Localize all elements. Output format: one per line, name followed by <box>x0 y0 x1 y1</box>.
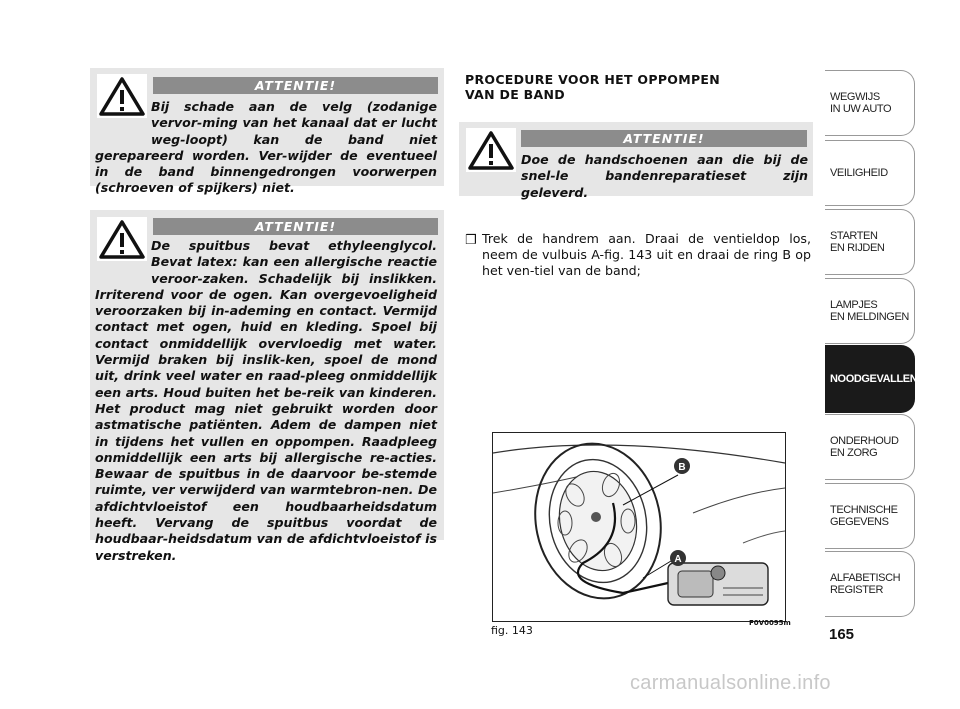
procedure-step <box>465 231 811 279</box>
warning-triangle-icon <box>466 128 516 172</box>
warning-text-3-body: Doe de handschoenen aan die bij de snel-le bandenreparatieset zijn geleverd. <box>521 152 808 200</box>
figure-tyre-compressor <box>492 432 786 622</box>
callout-a: A <box>674 554 682 565</box>
page-number: 165 <box>829 626 855 643</box>
figure-code: F0V0095m <box>749 619 791 627</box>
warning-text-1-body: Bij schade aan de velg (zodanige vervor-ming van het kanaal dat er lucht weg-loopt) kan de band niet gerepareerd worden. Ver-wijder de eventueel in de band binnengedrongen voorwerpen (schroeven of spijkers) niet. <box>95 99 437 196</box>
tyre-compressor-illustration <box>493 433 785 621</box>
bullet-checkbox-icon: ❒ <box>465 233 477 248</box>
tab-wegwijs[interactable]: WEGWIJS IN UW AUTO <box>825 70 915 136</box>
tab-technische[interactable]: TECHNISCHE GEGEVENS <box>825 483 915 549</box>
procedure-title <box>465 72 720 102</box>
tab-noodgevallen[interactable]: NOODGEVALLEN <box>825 345 915 413</box>
callout-b: B <box>678 462 686 473</box>
figure-label: fig. 143 <box>491 624 533 637</box>
warning-text-1 <box>95 99 437 197</box>
warning-text-2 <box>95 238 437 564</box>
attention-label-3: ATTENTIE! <box>521 130 807 147</box>
attention-label-2: ATTENTIE! <box>153 218 438 235</box>
attention-label-1: ATTENTIE! <box>153 77 438 94</box>
watermark: carmanualsonline.info <box>630 672 831 694</box>
procedure-step-text: Trek de handrem aan. Draai de ventieldop los, neem de vulbuis A-fig. 143 uit en draai de ring B op het ven-tiel van de band; <box>482 231 811 278</box>
tab-onderhoud[interactable]: ONDERHOUD EN ZORG <box>825 414 915 480</box>
tab-alfabetisch[interactable]: ALFABETISCH REGISTER <box>825 551 915 617</box>
warning-text-2-body: De spuitbus bevat ethyleenglycol. Bevat latex: kan een allergische reactie veroor-zaken. Schadelijk bij inslikken. Irriterend voor de ogen. Kan overgevoeligheid veroorzaken bij in-ademing en contact. Vermijd contact met ogen, huid en kleding. Spoel bij contact onmiddellijk overvloedig met water. Vermijd braken bij inslik-ken, spoel de mond uit, drink veel water en raad-pleeg onmiddellijk een arts. Houd buiten het be-reik van kinderen. Het product mag niet gebruikt worden door astmatische patiënten. Adem de dampen niet in tijdens het vullen en oppompen. Raadpleeg onmiddellijk een arts bij allergische re-acties. Bewaar de spuitbus in de daarvoor be-stemde ruimte, ver verwijderd van warmtebron-nen. De afdichtvloeistof een houdbaarheidsdatum heeft. Vervang de spuitbus voordat de houdbaar-heidsdatum van de afdichtvloeistof is verstreken. <box>95 238 437 563</box>
tab-veiligheid[interactable]: VEILIGHEID <box>825 140 915 206</box>
procedure-title-line1: PROCEDURE VOOR HET OPPOMPEN <box>465 72 721 87</box>
warning-text-3 <box>521 152 808 201</box>
tab-starten[interactable]: STARTEN EN RIJDEN <box>825 209 915 275</box>
tab-lampjes[interactable]: LAMPJES EN MELDINGEN <box>825 278 915 344</box>
procedure-title-line2: VAN DE BAND <box>465 87 565 102</box>
